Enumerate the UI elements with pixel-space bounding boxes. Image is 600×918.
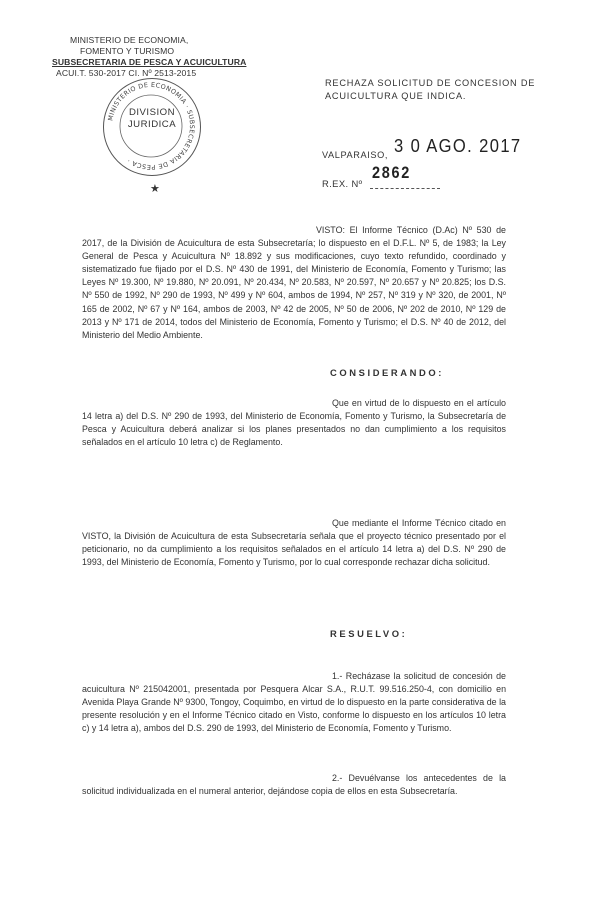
ministry-line-2: FOMENTO Y TURISMO <box>80 46 175 56</box>
reference-line-2: ACUICULTURA QUE INDICA. <box>325 91 467 101</box>
visto-text: El Informe Técnico (D.Ac) Nº 530 de 2017, de la División de Acuicultura de esta Subsecretaría; lo dispuesto en el D.F.L. Nº 5, de 1983; la Ley General de Pesca y Acuicultura Nº 18.892 y sus modificaciones, cuyo texto refundido, coordinado y sistematizado fue fijado por el D.S. Nº 430 de 1991, del Ministerio de Economía, Fomento y Turismo; las Leyes Nº 19.300, Nº 19.880, Nº 20.091, Nº 20.434, Nº 20.583, Nº 20.597, Nº 20.657 y Nº 20.825; los D.S. Nº 550 de 1992, Nº 290 de 1993, Nº 499 y Nº 604, ambos de 1994, Nº 257, Nº 319 y Nº 320, de 2001, Nº 165 de 2002, Nº 67 y Nº 164, ambos de 2003, Nº 42 de 2005, Nº 50 de 2006, Nº 202 de 2010, Nº 129 de 2013 y Nº 171 de 2014, todos del Ministerio de Economía, Fomento y Turismo; el D.S. Nº 40 de 2012, del Ministerio del Medio Ambiente. <box>82 225 506 340</box>
division-juridica-stamp <box>103 78 201 176</box>
resuelvo-paragraph-2: 2.- Devuélvanse los antecedentes de la solicitud individualizada en el numeral anterior, dejándose copia de ellos en esta Subsecretaría. <box>82 773 506 797</box>
resolution-date: 3 0 AGO. 2017 <box>394 136 522 156</box>
rex-underline <box>370 188 440 189</box>
ministry-line-1: MINISTERIO DE ECONOMIA, <box>70 35 189 45</box>
subsecretaria-heading: SUBSECRETARIA DE PESCA Y ACUICULTURA <box>52 57 247 67</box>
stamp-center <box>104 107 200 131</box>
resuelvo-heading: RESUELVO: <box>330 628 408 639</box>
place-label: VALPARAISO, <box>322 150 388 160</box>
reference-code: ACUI.T. 530-2017 CI. Nº 2513-2015 <box>56 68 197 78</box>
resuelvo-paragraph-1: 1.- Recházase la solicitud de concesión de acuicultura Nº 215042001, presentada por Pesquera Alcar S.A., R.U.T. 99.516.250-4, con domicilio en Avenida Playa Grande Nº 9300, Tongoy, Coquimbo, en virtud de lo dispuesto en la parte considerativa de la presente resolución y en el Informe Técnico citado en Visto, conforme lo dispuesto en los artículos 10 letra c) y 14 letra a), ambos del D.S. 290 de 1993, del Ministerio de Economía, Fomento y Turismo. <box>82 671 506 734</box>
rex-label: R.EX. Nº <box>322 178 363 189</box>
considerando-paragraph-1: Que en virtud de lo dispuesto en el artículo 14 letra a) del D.S. Nº 290 de 1993, del Ministerio de Economía, Fomento y Turismo, la Subsecretaría de Pesca y Acuicultura deberá analizar si los planes presentados no dan cumplimiento a los requisitos señalados en el artículo 10 letra c) de Reglamento. <box>82 398 506 448</box>
star-icon: ★ <box>150 183 160 195</box>
stamp-center-line-2: JURIDICA <box>127 119 177 130</box>
considerando-paragraph-2: Que mediante el Informe Técnico citado en VISTO, la División de Acuicultura de esta Subsecretaría señala que el proyecto técnico presentado por el peticionario, no da cumplimiento a los requisitos señalados en el artículo 14 letra a) del D.S. Nº 290 de 1993, del Ministerio de Economía, Fomento y Turismo, por lo cual corresponde rechazar dicha solicitud. <box>82 518 506 568</box>
considerando-heading: CONSIDERANDO: <box>330 367 445 378</box>
reference-line-1: RECHAZA SOLICITUD DE CONCESION DE <box>325 78 536 88</box>
visto-label: VISTO: <box>316 225 345 235</box>
rex-number: 2862 <box>372 163 411 182</box>
visto-paragraph <box>82 224 506 342</box>
stamp-center-line-1: DIVISION <box>128 107 176 118</box>
stamp-ring-text: MINISTERIO DE ECONOMIA · SUBSECRETARIA DE PESCA · <box>106 81 197 172</box>
